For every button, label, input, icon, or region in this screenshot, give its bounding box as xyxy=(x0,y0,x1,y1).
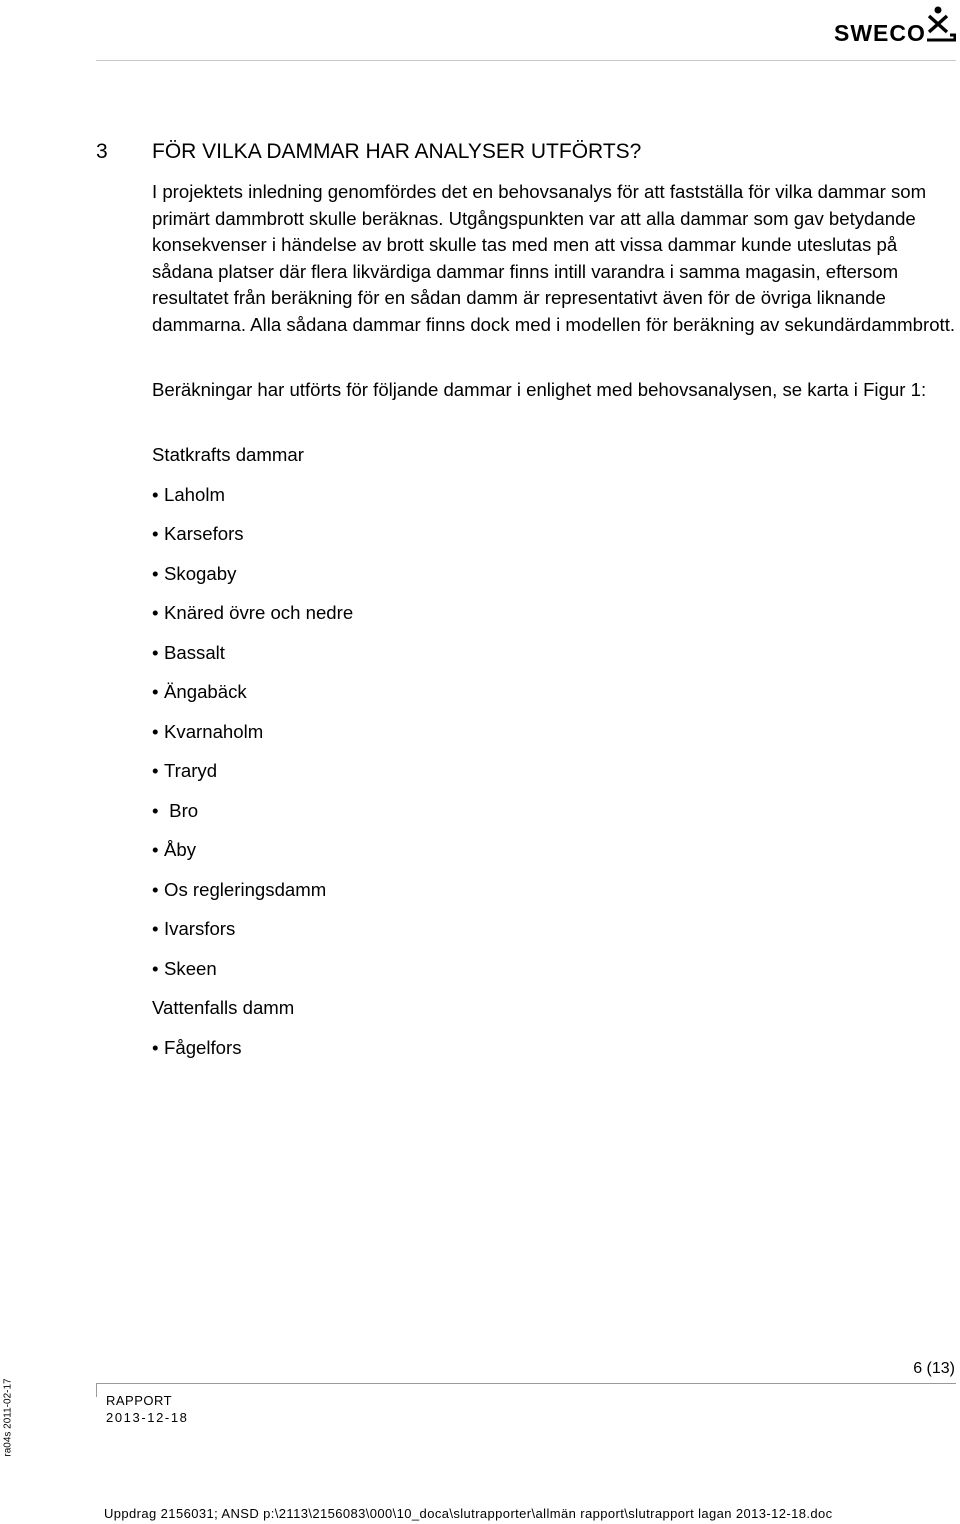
section-number: 3 xyxy=(96,140,108,163)
bullet-icon: • xyxy=(152,760,159,781)
file-path-line: Uppdrag 2156031; ANSD p:\2113\2156083\000\10_doca\slutrapporter\allmän rapport\slutrapport lagan 2013-12-18.doc xyxy=(104,1506,833,1521)
section-title: FÖR VILKA DAMMAR HAR ANALYSER UTFÖRTS? xyxy=(152,140,642,163)
list-item: • Knäred övre och nedre xyxy=(152,600,932,640)
template-code: ra04s 2011-02-17 xyxy=(2,1378,14,1457)
report-date: 2013-12-18 xyxy=(106,1410,189,1425)
list-item: • Skogaby xyxy=(152,561,932,601)
footer-divider xyxy=(96,1383,97,1397)
bullet-icon: • xyxy=(152,878,159,900)
dam-list xyxy=(152,442,932,1074)
paragraph-text: I projektets inledning genomfördes det en behovsanalys för att fastställa för vilka dammar som primärt dammbrott skulle beräknas. Utgångspunkten var att alla dammar som gav betydande konsekvenser i händelse av brott skulle tas med men att vissa dammar kunde uteslutas på sådana platser där flera likvärdiga dammar finns intill varandra i samma magasin, eftersom resultatet från beräkning för en sådan damm är representativt även för de övriga liknande dammarna. Alla sådana dammar finns dock med i modellen för beräkning av sekundärdammbrott. xyxy=(152,181,956,335)
list-item: • Bassalt xyxy=(152,640,932,680)
calc-paragraph xyxy=(152,377,956,404)
list-item: • Fågelfors xyxy=(152,1035,932,1075)
group-title-statkraft: Statkrafts dammar xyxy=(152,444,304,465)
list-item: • Kvarnaholm xyxy=(152,719,932,759)
bullet-icon: • xyxy=(152,720,159,742)
bullet-icon: • xyxy=(152,1036,159,1058)
bullet-icon: • xyxy=(152,562,159,584)
intro-paragraph xyxy=(152,179,956,338)
list-item: • Ängabäck xyxy=(152,679,932,719)
list-item: • Åby xyxy=(152,837,932,877)
page-number: 6 (13) xyxy=(913,1360,955,1377)
bullet-icon: • xyxy=(152,523,159,544)
bullet-icon: • xyxy=(152,483,159,505)
bullet-icon: • xyxy=(152,641,159,663)
list-item: • Karsefors xyxy=(152,521,932,561)
list-item: • Bro xyxy=(152,798,932,838)
bullet-icon: • xyxy=(152,957,159,979)
report-label: RAPPORT xyxy=(106,1393,173,1408)
list-item: • Laholm xyxy=(152,482,932,522)
header-rule xyxy=(96,60,956,61)
list-item: • Traryd xyxy=(152,758,932,798)
paragraph-text: Beräkningar har utförts för följande dammar i enlighet med behovsanalysen, se karta i Figur 1: xyxy=(152,379,927,400)
bullet-icon: • xyxy=(152,602,159,623)
bullet-icon: • xyxy=(152,681,159,702)
list-item: • Skeen xyxy=(152,956,932,996)
logo-text: SWECO xyxy=(834,20,926,46)
list-item: • Ivarsfors xyxy=(152,916,932,956)
logo xyxy=(834,6,956,46)
list-item: • Os regleringsdamm xyxy=(152,877,932,917)
bullet-icon: • xyxy=(152,799,159,821)
sweco-figure-icon xyxy=(926,6,956,42)
bullet-icon: • xyxy=(152,918,159,939)
group-title-vattenfall: Vattenfalls damm xyxy=(152,997,295,1018)
footer-rule xyxy=(96,1383,956,1384)
bullet-icon: • xyxy=(152,839,159,860)
